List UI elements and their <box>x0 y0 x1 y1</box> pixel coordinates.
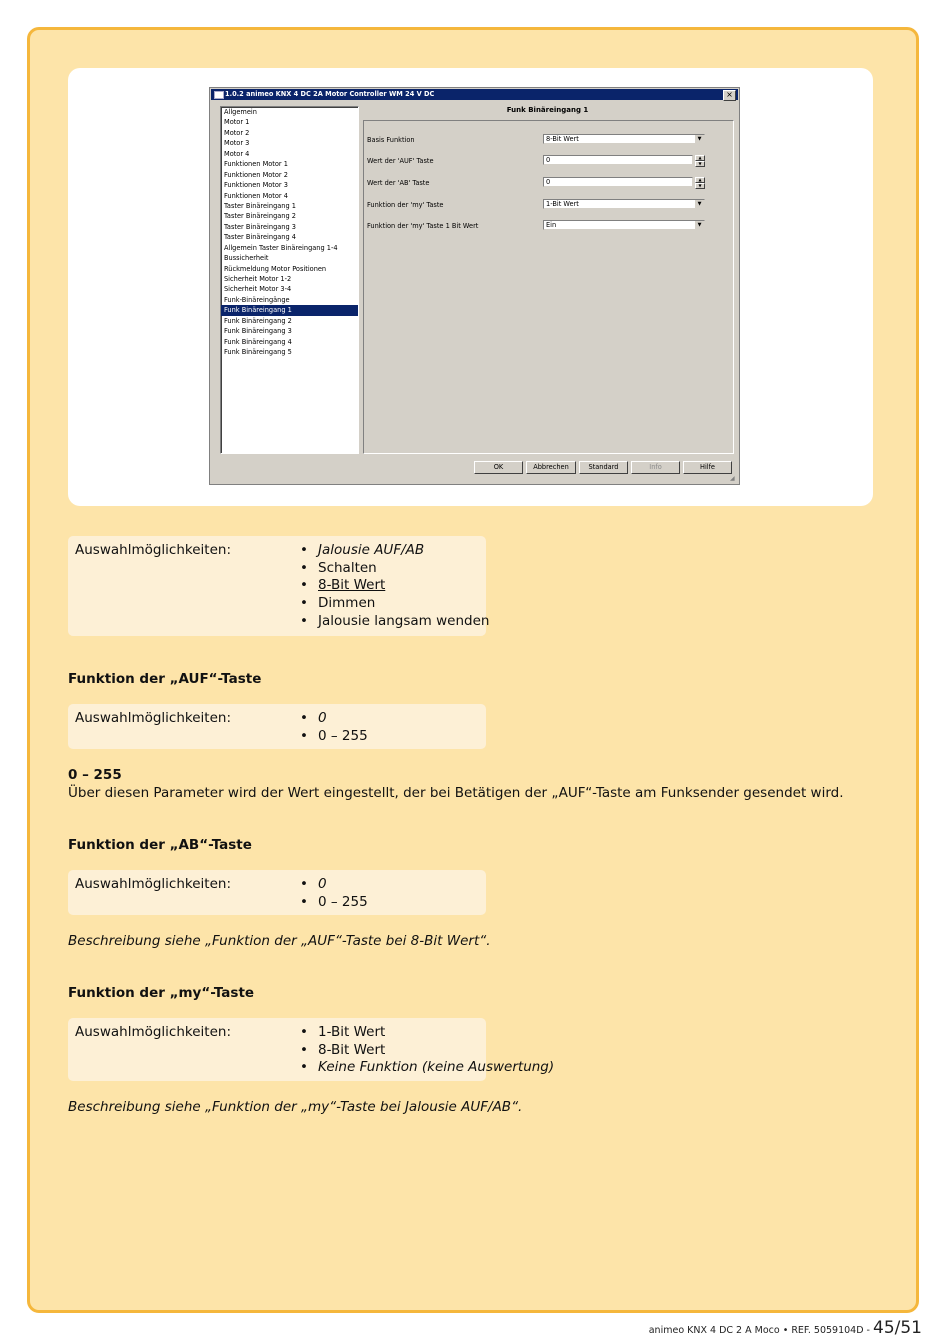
list-item: • 1-Bit Wert <box>300 1024 554 1042</box>
options-label: Auswahlmöglichkeiten: <box>75 1024 232 1040</box>
parameter-pane <box>363 120 734 454</box>
param-label: Wert der 'AB' Taste <box>367 179 430 187</box>
ab-taste-input[interactable]: 0 <box>543 177 693 187</box>
spin-up-icon: ▲ <box>695 155 705 161</box>
param-row-basis-funktion <box>367 134 717 146</box>
window-icon <box>214 91 224 99</box>
basis-options-list <box>300 542 489 630</box>
my-note: Beschreibung siehe „Funktion der „my“-Taste bei Jalousie AUF/AB“. <box>68 1099 523 1115</box>
tree-item[interactable]: Funktionen Motor 3 <box>224 181 288 190</box>
auf-taste-spinner[interactable] <box>695 155 705 165</box>
tree-item[interactable]: Taster Binäreingang 1 <box>224 201 296 210</box>
page-number: 45/51 <box>873 1318 922 1338</box>
tree-item[interactable]: Funktionen Motor 2 <box>224 170 288 179</box>
tree-item[interactable]: Funk Binäreingang 4 <box>224 337 292 346</box>
param-row-auf-taste <box>367 155 717 167</box>
tree-item[interactable]: Bussicherheit <box>224 254 269 263</box>
page-footer <box>649 1318 922 1338</box>
dialog-title: 1.0.2 animeo KNX 4 DC 2A Motor Controller WM 24 V DC <box>225 90 435 98</box>
ok-button[interactable]: OK <box>474 461 523 474</box>
ab-options-list <box>300 876 368 911</box>
close-icon[interactable]: × <box>723 90 736 101</box>
standard-button[interactable]: Standard <box>579 461 628 474</box>
param-label: Funktion der 'my' Taste 1 Bit Wert <box>367 222 479 230</box>
ab-options-box <box>68 870 486 915</box>
parameter-dialog <box>209 87 740 485</box>
param-label: Wert der 'AUF' Taste <box>367 157 434 165</box>
param-row-my-taste-1bit <box>367 220 717 232</box>
tree-item[interactable]: Funk-Binäreingänge <box>224 295 290 304</box>
options-label: Auswahlmöglichkeiten: <box>75 876 232 892</box>
tree-item[interactable]: Funk Binäreingang 2 <box>224 316 292 325</box>
options-label: Auswahlmöglichkeiten: <box>75 542 232 558</box>
spin-down-icon: ▼ <box>695 183 705 189</box>
dialog-title-bar <box>211 89 738 100</box>
spin-down-icon: ▼ <box>695 161 705 167</box>
tree-item[interactable]: Motor 4 <box>224 149 250 158</box>
dropdown-arrow-icon[interactable]: ▼ <box>694 200 704 208</box>
tree-item[interactable]: Funktionen Motor 1 <box>224 160 288 169</box>
footer-doc-ref: animeo KNX 4 DC 2 A Moco • REF. 5059104D - <box>648 1325 870 1336</box>
ab-heading: Funktion der „AB“-Taste <box>68 837 252 853</box>
list-item: • Schalten <box>300 560 489 578</box>
auf-sub-heading: 0 – 255 <box>68 767 122 783</box>
ab-note: Beschreibung siehe „Funktion der „AUF“-Taste bei 8-Bit Wert“. <box>68 933 491 949</box>
my-heading: Funktion der „my“-Taste <box>68 985 255 1001</box>
list-item: • Jalousie AUF/AB <box>300 542 489 560</box>
list-item: • 0 <box>300 876 368 894</box>
param-row-ab-taste <box>367 177 717 189</box>
list-item: • 8-Bit Wert <box>300 1042 554 1060</box>
resize-grip-icon[interactable]: ◢ <box>730 475 735 482</box>
tree-item[interactable]: Funk Binäreingang 5 <box>224 348 292 357</box>
tree-item[interactable]: Motor 3 <box>224 139 250 148</box>
list-item: • 0 – 255 <box>300 894 368 912</box>
auf-description: Über diesen Parameter wird der Wert eingestellt, der bei Betätigen der „AUF“-Taste am Funksender gesendet wird. <box>68 785 844 801</box>
tree-item[interactable]: Motor 1 <box>224 118 250 127</box>
tree-item[interactable]: Funktionen Motor 4 <box>224 191 288 200</box>
auf-heading: Funktion der „AUF“-Taste <box>68 671 262 687</box>
auf-options-list <box>300 710 368 745</box>
basis-options-box <box>68 536 490 636</box>
options-label: Auswahlmöglichkeiten: <box>75 710 232 726</box>
basis-funktion-dropdown[interactable]: 8-Bit Wert ▼ <box>543 134 705 144</box>
tree-item[interactable]: Allgemein <box>224 108 257 116</box>
tree-item[interactable]: Taster Binäreingang 2 <box>224 212 296 221</box>
tree-item[interactable]: Sicherheit Motor 1-2 <box>224 275 292 283</box>
help-button[interactable]: Hilfe <box>683 461 732 474</box>
tree-item[interactable]: Motor 2 <box>224 128 250 137</box>
my-taste-dropdown[interactable]: 1-Bit Wert ▼ <box>543 199 705 209</box>
dropdown-arrow-icon[interactable]: ▼ <box>694 221 704 229</box>
cancel-button[interactable]: Abbrechen <box>526 461 576 474</box>
tree-item[interactable]: Taster Binäreingang 3 <box>224 222 296 231</box>
list-item: • Keine Funktion (keine Auswertung) <box>300 1059 554 1077</box>
list-item: • 8-Bit Wert <box>300 577 489 595</box>
tree-item[interactable]: Rückmeldung Motor Positionen <box>224 264 327 273</box>
tree-item[interactable]: Funk Binäreingang 1 <box>221 305 358 315</box>
auf-options-box <box>68 704 486 749</box>
info-button: Info <box>631 461 680 474</box>
tree-item[interactable]: Taster Binäreingang 4 <box>224 233 296 242</box>
ab-taste-spinner[interactable] <box>695 177 705 187</box>
param-label: Basis Funktion <box>367 136 415 144</box>
list-item: • 0 <box>300 710 368 728</box>
my-options-list <box>300 1024 554 1077</box>
my-options-box <box>68 1018 555 1081</box>
parameter-tree[interactable] <box>220 106 359 454</box>
param-label: Funktion der 'my' Taste <box>367 201 444 209</box>
pane-title: Funk Binäreingang 1 <box>506 106 589 114</box>
list-item: • 0 – 255 <box>300 728 368 746</box>
list-item: • Jalousie langsam wenden <box>300 613 489 631</box>
tree-item[interactable]: Allgemein Taster Binäreingang 1-4 <box>224 243 338 252</box>
spin-up-icon: ▲ <box>695 177 705 183</box>
param-row-my-taste <box>367 199 717 211</box>
dropdown-arrow-icon[interactable]: ▼ <box>694 135 704 143</box>
my-taste-1bit-dropdown[interactable]: Ein ▼ <box>543 220 705 230</box>
tree-item[interactable]: Sicherheit Motor 3-4 <box>224 285 292 294</box>
auf-taste-input[interactable]: 0 <box>543 155 693 165</box>
tree-item[interactable]: Funk Binäreingang 3 <box>224 327 292 336</box>
list-item: • Dimmen <box>300 595 489 613</box>
